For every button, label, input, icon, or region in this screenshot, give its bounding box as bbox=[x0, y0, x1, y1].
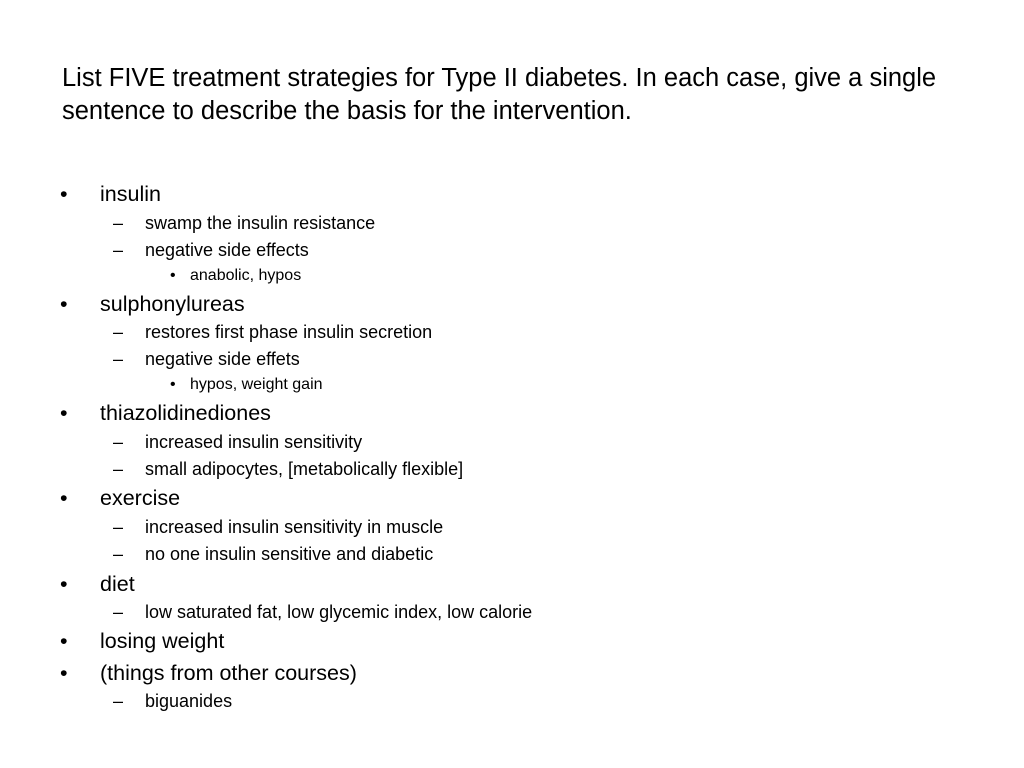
dash-marker: – bbox=[113, 432, 124, 452]
dash-marker: – bbox=[113, 517, 124, 537]
list-item-label: (things from other courses) bbox=[100, 661, 357, 685]
dash-marker: – bbox=[113, 240, 124, 260]
list-item-label: exercise bbox=[100, 486, 181, 510]
bullet-marker: • bbox=[60, 292, 68, 316]
list-item-label: insulin bbox=[100, 182, 161, 206]
list-item-label: sulphonylureas bbox=[100, 292, 245, 316]
sub-item-label: negative side effects bbox=[145, 240, 309, 260]
sub-item-label: small adipocytes, [metabolically flexible] bbox=[145, 459, 464, 479]
dash-marker: – bbox=[113, 459, 124, 479]
bullet-marker: • bbox=[170, 376, 176, 393]
dash-marker: – bbox=[113, 602, 124, 622]
sub-item-label: increased insulin sensitivity in muscle bbox=[145, 517, 444, 537]
slide-title: List FIVE treatment strategies for Type II diabetes. In each case, give a single sentence to describe the basis for the intervention. bbox=[62, 64, 937, 125]
dash-marker: – bbox=[113, 322, 124, 342]
bullet-marker: • bbox=[60, 661, 68, 685]
bullet-marker: • bbox=[60, 182, 68, 206]
sub-item-label: negative side effets bbox=[145, 349, 300, 369]
sub-sub-item-label: hypos, weight gain bbox=[190, 376, 323, 393]
sub-item-label: no one insulin sensitive and diabetic bbox=[145, 544, 434, 564]
dash-marker: – bbox=[113, 349, 124, 369]
list-item-label: thiazolidinediones bbox=[100, 401, 271, 425]
list-item-label: diet bbox=[100, 572, 135, 596]
dash-marker: – bbox=[113, 544, 124, 564]
bullet-marker: • bbox=[170, 267, 176, 284]
bullet-marker: • bbox=[60, 401, 68, 425]
list-item-label: losing weight bbox=[100, 629, 225, 653]
bullet-marker: • bbox=[60, 629, 68, 653]
sub-sub-item-label: anabolic, hypos bbox=[190, 267, 302, 284]
bullet-marker: • bbox=[60, 486, 68, 510]
sub-item-label: restores first phase insulin secretion bbox=[145, 322, 433, 342]
dash-marker: – bbox=[113, 691, 124, 711]
sub-item-label: swamp the insulin resistance bbox=[145, 213, 376, 233]
sub-item-label: biguanides bbox=[145, 691, 233, 711]
sub-item-label: low saturated fat, low glycemic index, low calorie bbox=[145, 602, 533, 622]
sub-item-label: increased insulin sensitivity bbox=[145, 432, 363, 452]
bullet-marker: • bbox=[60, 572, 68, 596]
dash-marker: – bbox=[113, 213, 124, 233]
